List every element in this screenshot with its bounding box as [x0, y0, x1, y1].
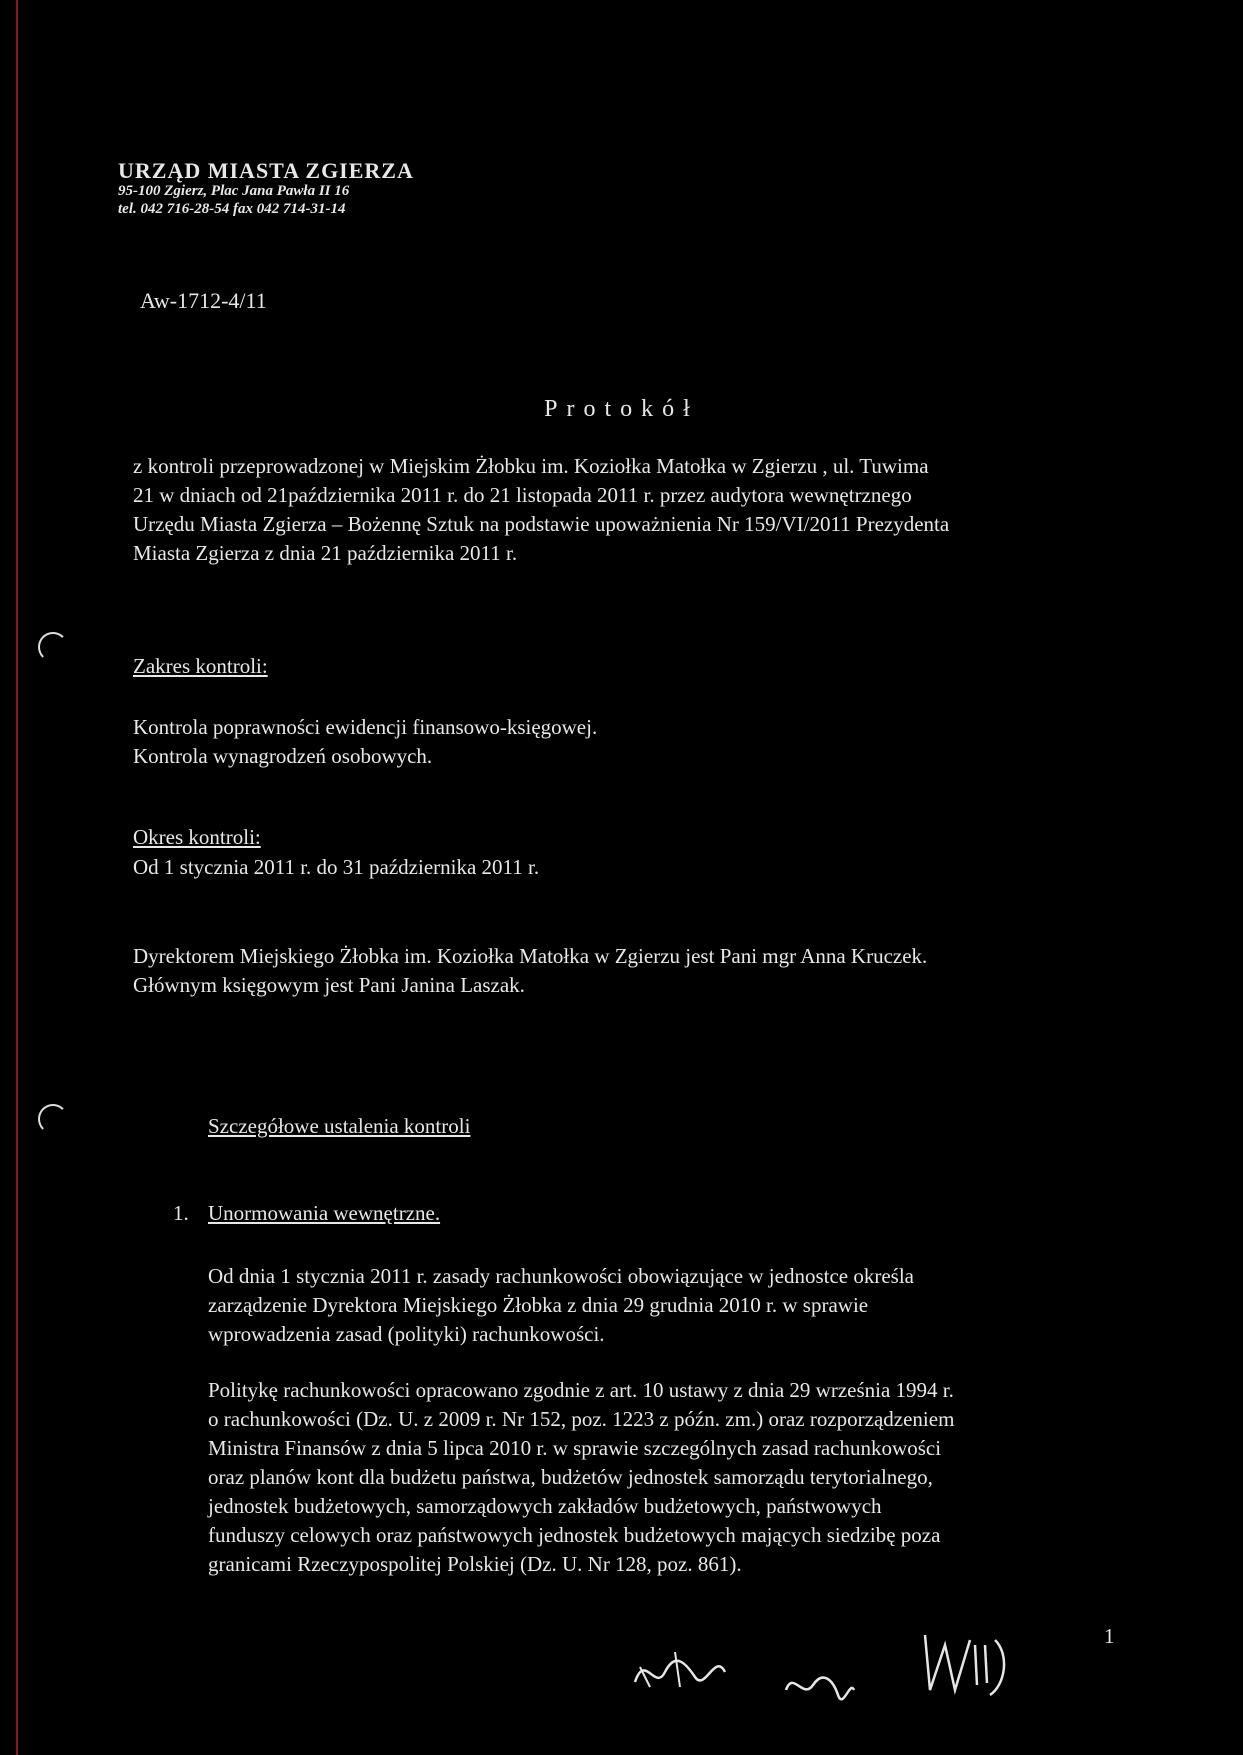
signature-1: [625, 1632, 735, 1702]
office-name: URZĄD MIASTA ZGIERZA: [118, 158, 414, 183]
punch-hole-mark: [38, 632, 68, 662]
paragraph-line: Ministra Finansów z dnia 5 lipca 2010 r. w sprawie szczególnych zasad rachunkowości: [208, 1436, 942, 1460]
paragraph-line: jednostek budżetowych, samorządowych zakładów budżetowych, państwowych: [208, 1494, 882, 1518]
director-line: Dyrektorem Miejskiego Żłobka im. Koziołka Matołka w Zgierzu jest Pani mgr Anna Kruczek.: [133, 944, 928, 968]
document-title: Protokół: [544, 396, 699, 422]
intro-line: Urzędu Miasta Zgierza – Bożennę Sztuk na podstawie upoważnienia Nr 159/VI/2011 Prezydenta: [133, 512, 950, 536]
punch-hole-mark: [38, 1104, 68, 1134]
paragraph-line: zarządzenie Dyrektora Miejskiego Żłobka z dnia 29 grudnia 2010 r. w sprawie: [208, 1293, 869, 1317]
page-number: 1: [1104, 1624, 1115, 1648]
intro-line: z kontroli przeprowadzonej w Miejskim Żłobku im. Koziołka Matołka w Zgierzu , ul. Tuwima: [133, 454, 929, 478]
intro-line: 21 w dniach od 21października 2011 r. do 21 listopada 2011 r. przez audytora wewnętrznego: [133, 483, 912, 507]
office-phone-fax: tel. 042 716-28-54 fax 042 714-31-14: [118, 200, 346, 217]
reference-number: Aw-1712-4/11: [140, 288, 267, 313]
scope-item: Kontrola poprawności ewidencji finansowo-księgowej.: [133, 715, 598, 739]
signature-3: [915, 1615, 1025, 1705]
paragraph-line: o rachunkowości (Dz. U. z 2009 r. Nr 152, poz. 1223 z późn. zm.) oraz rozporządzeniem: [208, 1407, 955, 1431]
period-value: Od 1 stycznia 2011 r. do 31 października 2011 r.: [133, 855, 540, 879]
scope-item: Kontrola wynagrodzeń osobowych.: [133, 744, 433, 768]
office-address: 95-100 Zgierz, Plac Jana Pawła II 16: [118, 183, 350, 200]
office-stamp: [118, 158, 414, 218]
paragraph-line: wprowadzenia zasad (polityki) rachunkowości.: [208, 1322, 605, 1346]
paragraph-line: oraz planów kont dla budżetu państwa, budżetów jednostek samorządu terytorialnego,: [208, 1465, 933, 1489]
scope-heading: Zakres kontroli:: [133, 654, 268, 678]
scope-list: [133, 713, 597, 771]
section-heading: Unormowania wewnętrzne.: [208, 1201, 441, 1225]
section-paragraph-1: [208, 1262, 1113, 1349]
section-paragraph-2: [208, 1376, 1113, 1579]
paragraph-line: Od dnia 1 stycznia 2011 r. zasady rachunkowości obowiązujące w jednostce określa: [208, 1264, 914, 1288]
details-heading: Szczegółowe ustalenia kontroli: [208, 1114, 471, 1138]
section-number: 1.: [173, 1201, 189, 1225]
paragraph-line: granicami Rzeczypospolitej Polskiej (Dz. U. Nr 128, poz. 861).: [208, 1552, 742, 1576]
period-heading: Okres kontroli:: [133, 825, 261, 849]
paragraph-line: Politykę rachunkowości opracowano zgodnie z art. 10 ustawy z dnia 29 września 1994 r.: [208, 1378, 954, 1402]
intro-paragraph: [133, 452, 1113, 568]
paragraph-line: funduszy celowych oraz państwowych jednostek budżetowych mających siedzibę poza: [208, 1523, 941, 1547]
accountant-line: Głównym księgowym jest Pani Janina Laszak.: [133, 973, 525, 997]
margin-line: [16, 0, 18, 1755]
intro-line: Miasta Zgierza z dnia 21 października 2011 r.: [133, 541, 518, 565]
signature-2: [778, 1660, 858, 1710]
